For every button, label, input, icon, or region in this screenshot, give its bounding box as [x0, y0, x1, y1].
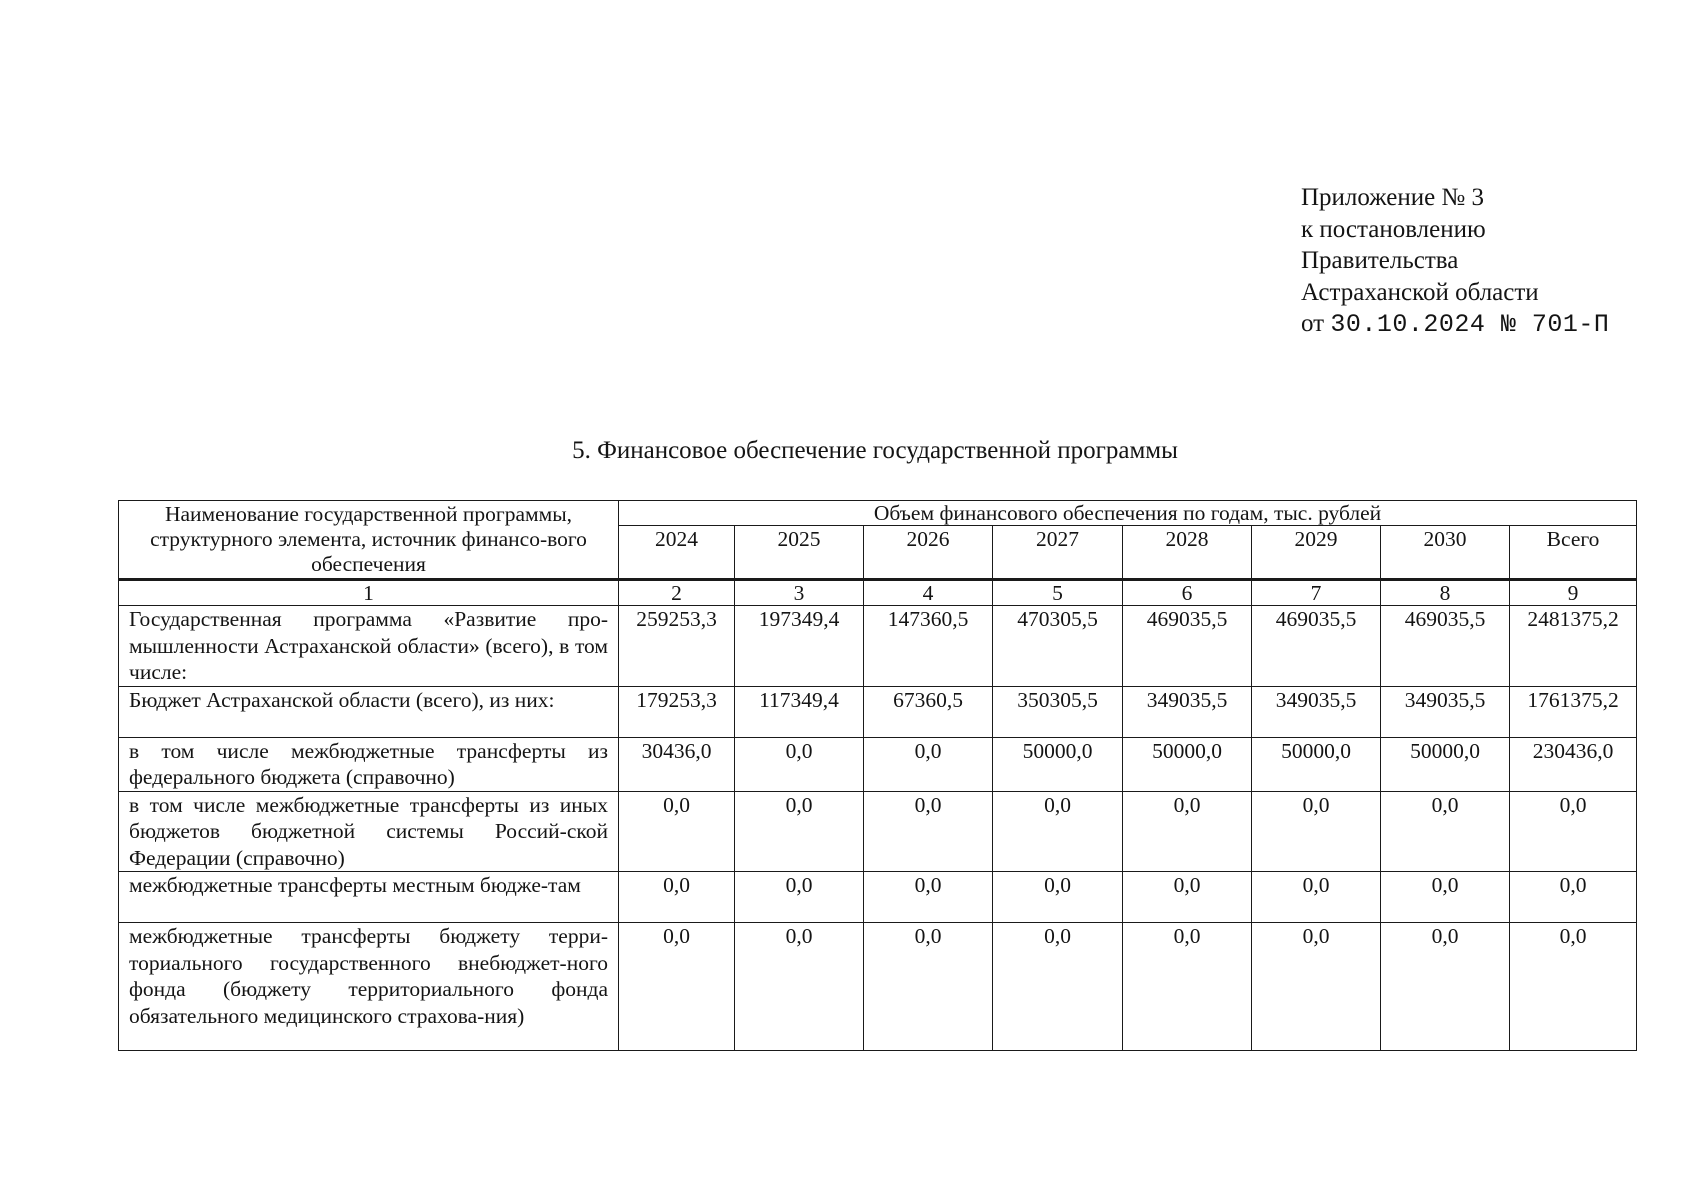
value-cell-2029: 0,0 — [1252, 923, 1381, 1051]
table-row — [119, 606, 1637, 687]
value-cell-2029: 469035,5 — [1252, 606, 1381, 687]
value-cell-2030: 469035,5 — [1381, 606, 1510, 687]
year-header-6: 2030 — [1381, 526, 1510, 580]
financing-table — [118, 500, 1637, 1051]
value-cell-2028: 0,0 — [1123, 923, 1252, 1051]
value-cell-2028: 469035,5 — [1123, 606, 1252, 687]
value-cell-2026: 67360,5 — [864, 686, 993, 737]
value-cell-Всего: 1761375,2 — [1510, 686, 1637, 737]
header-row-group — [119, 501, 1637, 526]
value-cell-2024: 0,0 — [619, 923, 735, 1051]
value-cell-2025: 0,0 — [735, 923, 864, 1051]
value-cell-2027: 50000,0 — [993, 737, 1123, 791]
row-name-cell: межбюджетные трансферты местным бюдже-там — [119, 872, 619, 923]
value-cell-2024: 0,0 — [619, 872, 735, 923]
year-header-1: 2025 — [735, 526, 864, 580]
column-number-7: 7 — [1252, 580, 1381, 606]
value-cell-2026: 0,0 — [864, 737, 993, 791]
value-cell-2029: 0,0 — [1252, 791, 1381, 872]
value-cell-2024: 0,0 — [619, 791, 735, 872]
column-number-5: 5 — [993, 580, 1123, 606]
value-cell-2028: 349035,5 — [1123, 686, 1252, 737]
header-name-cell: Наименование государственной программы, структурного элемента, источник финансо-вого обеспечения — [119, 501, 619, 580]
year-header-3: 2027 — [993, 526, 1123, 580]
column-number-8: 8 — [1381, 580, 1510, 606]
value-cell-2030: 0,0 — [1381, 872, 1510, 923]
value-cell-2025: 117349,4 — [735, 686, 864, 737]
appendix-date-stamp: 30.10.2024 № 701-П — [1330, 310, 1610, 339]
value-cell-Всего: 0,0 — [1510, 923, 1637, 1051]
value-cell-2030: 0,0 — [1381, 923, 1510, 1051]
table-row — [119, 737, 1637, 791]
year-header-4: 2028 — [1123, 526, 1252, 580]
value-cell-2028: 0,0 — [1123, 872, 1252, 923]
value-cell-2025: 0,0 — [735, 791, 864, 872]
value-cell-2027: 0,0 — [993, 872, 1123, 923]
column-number-4: 4 — [864, 580, 993, 606]
appendix-date-prefix: от — [1301, 310, 1325, 337]
table-row — [119, 686, 1637, 737]
section-title: 5. Финансовое обеспечение государственной программы — [572, 437, 1178, 464]
value-cell-2028: 0,0 — [1123, 791, 1252, 872]
year-header-7: Всего — [1510, 526, 1637, 580]
value-cell-2024: 259253,3 — [619, 606, 735, 687]
value-cell-2027: 350305,5 — [993, 686, 1123, 737]
value-cell-Всего: 230436,0 — [1510, 737, 1637, 791]
row-name-cell: в том числе межбюджетные трансферты из иных бюджетов бюджетной системы Россий-ской Федерации (справочно) — [119, 791, 619, 872]
table-row — [119, 923, 1637, 1051]
value-cell-2026: 0,0 — [864, 791, 993, 872]
header-group-cell: Объем финансового обеспечения по годам, тыс. рублей — [619, 501, 1637, 526]
column-number-9: 9 — [1510, 580, 1637, 606]
value-cell-2027: 0,0 — [993, 791, 1123, 872]
value-cell-2029: 50000,0 — [1252, 737, 1381, 791]
column-number-3: 3 — [735, 580, 864, 606]
appendix-line-4: Астраханской области — [1301, 278, 1539, 306]
value-cell-Всего: 0,0 — [1510, 791, 1637, 872]
table-body — [119, 580, 1637, 1051]
appendix-line-3: Правительства — [1301, 247, 1459, 274]
row-name-cell: Государственная программа «Развитие про-мышленности Астраханской области» (всего), в том числе: — [119, 606, 619, 687]
value-cell-2027: 470305,5 — [993, 606, 1123, 687]
appendix-date-line — [1301, 308, 1609, 341]
value-cell-2024: 179253,3 — [619, 686, 735, 737]
value-cell-Всего: 0,0 — [1510, 872, 1637, 923]
value-cell-2025: 0,0 — [735, 737, 864, 791]
column-number-1: 1 — [119, 580, 619, 606]
table-row — [119, 872, 1637, 923]
value-cell-2025: 0,0 — [735, 872, 864, 923]
table-row — [119, 791, 1637, 872]
column-number-6: 6 — [1123, 580, 1252, 606]
row-name-cell: в том числе межбюджетные трансферты из федерального бюджета (справочно) — [119, 737, 619, 791]
value-cell-2026: 147360,5 — [864, 606, 993, 687]
appendix-line-2: к постановлению — [1301, 215, 1486, 243]
year-header-5: 2029 — [1252, 526, 1381, 580]
value-cell-2030: 349035,5 — [1381, 686, 1510, 737]
column-number-row — [119, 580, 1637, 606]
value-cell-2027: 0,0 — [993, 923, 1123, 1051]
value-cell-2025: 197349,4 — [735, 606, 864, 687]
value-cell-2029: 0,0 — [1252, 872, 1381, 923]
value-cell-2028: 50000,0 — [1123, 737, 1252, 791]
value-cell-2026: 0,0 — [864, 872, 993, 923]
year-header-0: 2024 — [619, 526, 735, 580]
value-cell-2029: 349035,5 — [1252, 686, 1381, 737]
value-cell-2030: 50000,0 — [1381, 737, 1510, 791]
value-cell-2026: 0,0 — [864, 923, 993, 1051]
year-header-2: 2026 — [864, 526, 993, 580]
row-name-cell: межбюджетные трансферты бюджету терри-ториального государственного внебюджет-ного фонда (бюджету территориального фонда обязательного медицинского страхова-ния) — [119, 923, 619, 1051]
appendix-block — [1301, 182, 1609, 341]
value-cell-2024: 30436,0 — [619, 737, 735, 791]
value-cell-2030: 0,0 — [1381, 791, 1510, 872]
column-number-2: 2 — [619, 580, 735, 606]
value-cell-Всего: 2481375,2 — [1510, 606, 1637, 687]
appendix-line-1: Приложение № 3 — [1301, 184, 1485, 211]
row-name-cell: Бюджет Астраханской области (всего), из них: — [119, 686, 619, 737]
